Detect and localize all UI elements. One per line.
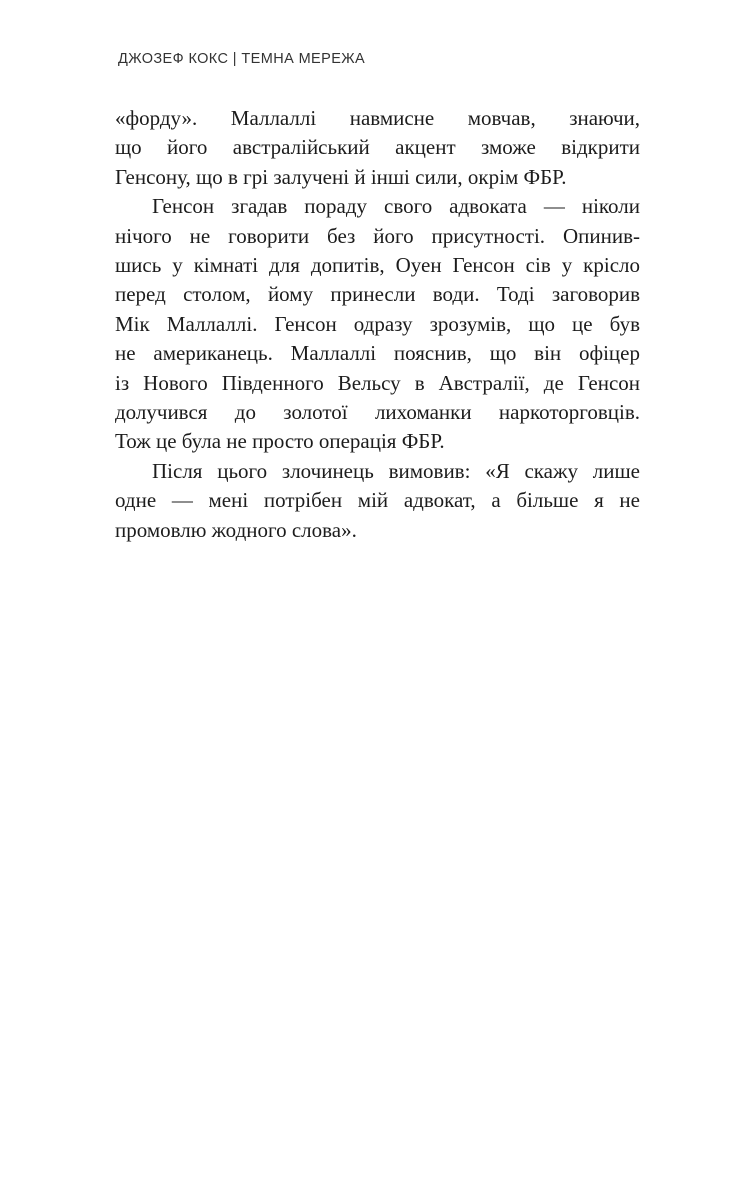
page-body-text — [115, 104, 640, 545]
text-line: одне — мені потрібен мій адвокат, а більше я не — [115, 488, 640, 513]
text-line: що його австралійський акцент зможе відкрити — [115, 135, 640, 160]
text-line: перед столом, йому принесли води. Тоді заговорив — [115, 282, 640, 307]
text-line: шись у кімнаті для допитів, Оуен Генсон сів у крісло — [115, 253, 640, 278]
text-line: не американець. Маллаллі пояснив, що він офіцер — [115, 341, 640, 366]
text-line: нічого не говорити без його присутності. Опинив- — [115, 223, 640, 248]
text-line: промовлю жодного слова». — [115, 517, 357, 542]
text-line: Генсон згадав пораду свого адвоката — ніколи — [152, 194, 640, 219]
text-line: із Нового Південного Вельсу в Австралії, де Генсон — [115, 370, 640, 395]
text-line: «форду». Маллаллі навмисне мовчав, знаючи, — [115, 106, 640, 130]
text-line: Тож це була не просто операція ФБР. — [115, 429, 445, 454]
text-line: Мік Маллаллі. Генсон одразу зрозумів, що це був — [115, 311, 640, 336]
text-line: Генсону, що в грі залучені й інші сили, окрім ФБР. — [115, 164, 567, 189]
text-line: долучився до золотої лихоманки наркоторговців. — [115, 400, 640, 425]
text-line: Після цього злочинець вимовив: «Я скажу лише — [152, 458, 640, 483]
running-header: ДЖОЗЕФ КОКС | ТЕМНА МЕРЕЖА — [118, 51, 366, 67]
